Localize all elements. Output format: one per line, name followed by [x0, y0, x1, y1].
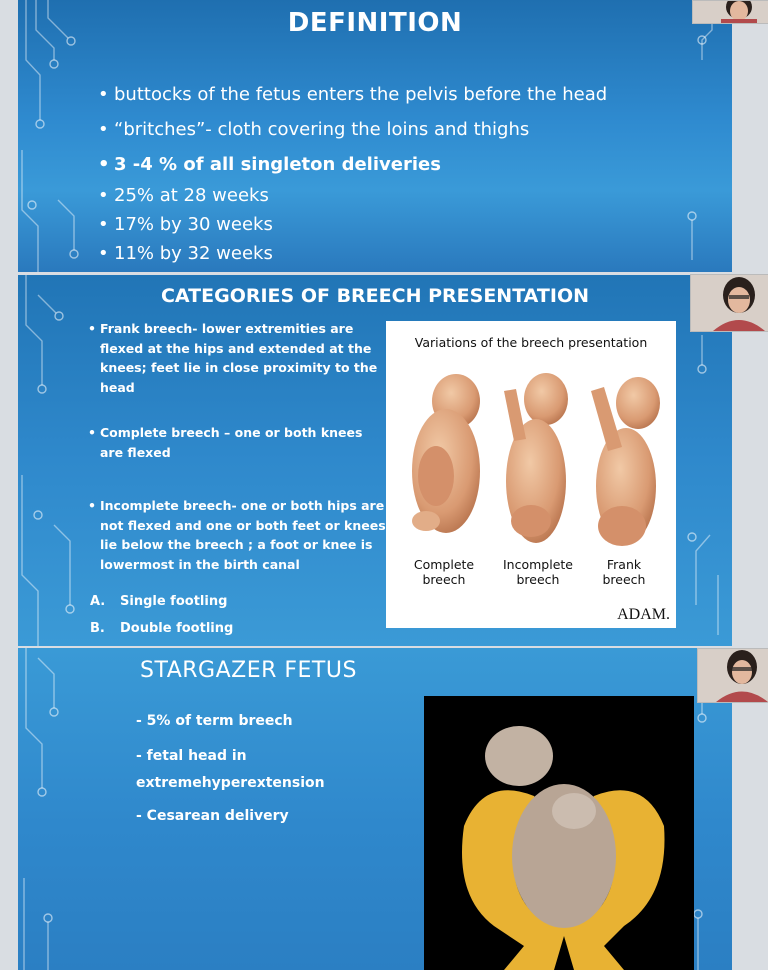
circuit-decoration-left [18, 0, 88, 272]
webcam-thumbnail [692, 0, 768, 24]
webcam-thumbnail [690, 274, 768, 332]
circuit-decoration-left [18, 275, 88, 646]
bullet-item: - 5% of term breech [136, 713, 293, 729]
bullet-item: • 11% by 32 weeks [98, 239, 607, 268]
bullet-item: • 17% by 30 weeks [98, 210, 607, 239]
slide-categories [18, 275, 732, 646]
frank-breech-fetus [591, 377, 660, 546]
bullet-item: • buttocks of the fetus enters the pelvis before the head [98, 80, 607, 109]
bullet-item: • Incomplete breech- one or both hips are not flexed and one or both feet or knees lie below the breech ; a foot or knee is lowermost in the birth canal [88, 496, 388, 574]
slide-title: DEFINITION [287, 8, 463, 38]
label-frank-breech: Frank breech [602, 557, 646, 587]
presenter-avatar [691, 275, 768, 331]
circuit-decoration-left [18, 648, 88, 970]
subitem-a [90, 594, 227, 609]
adam-credit-logo: ADAM. [617, 606, 670, 623]
slide-stargazer [18, 648, 732, 970]
subitem-b [90, 621, 233, 636]
figure-title: Variations of the breech presentation [414, 335, 648, 350]
stargazer-illustration [424, 696, 694, 970]
categories-bullet-list [88, 319, 388, 574]
bullet-item: • Complete breech – one or both knees are flexed [88, 423, 388, 462]
subitem-text: Double footling [120, 621, 234, 636]
slide-title: CATEGORIES OF BREECH PRESENTATION [160, 285, 589, 307]
presenter-avatar [698, 649, 768, 702]
bullet-item: • 3 -4 % of all singleton deliveries [98, 150, 607, 179]
complete-breech-fetus [412, 374, 480, 533]
slide-definition [18, 0, 732, 272]
bullet-item: • Frank breech- lower extremities are flexed at the hips and extended at the knees; feet lie in close proximity to the head [88, 319, 388, 397]
subitem-letter: A. [90, 594, 106, 609]
stargazer-fetus-image [424, 696, 694, 970]
stargazer-bullet-list [136, 708, 336, 830]
subitem-text: Single footling [120, 594, 228, 609]
bullet-item: • “britches”- cloth covering the loins and thighs [98, 115, 607, 144]
definition-bullet-list [98, 80, 607, 268]
bullet-item: - Cesarean delivery [136, 808, 289, 824]
presenter-avatar [693, 1, 768, 23]
label-incomplete-breech: Incomplete breech [503, 557, 573, 587]
breech-variations-figure [386, 321, 676, 628]
breech-fetus-illustration [386, 361, 676, 561]
slide-title: STARGAZER FETUS [140, 658, 357, 683]
label-complete-breech: Complete breech [413, 557, 475, 587]
incomplete-breech-fetus [504, 373, 568, 543]
bullet-item: - fetal head in extremehyperextension [136, 748, 325, 791]
circuit-decoration-right [662, 0, 732, 272]
subitem-letter: B. [90, 621, 105, 636]
bullet-item: • 25% at 28 weeks [98, 181, 607, 210]
webcam-thumbnail [697, 648, 768, 703]
